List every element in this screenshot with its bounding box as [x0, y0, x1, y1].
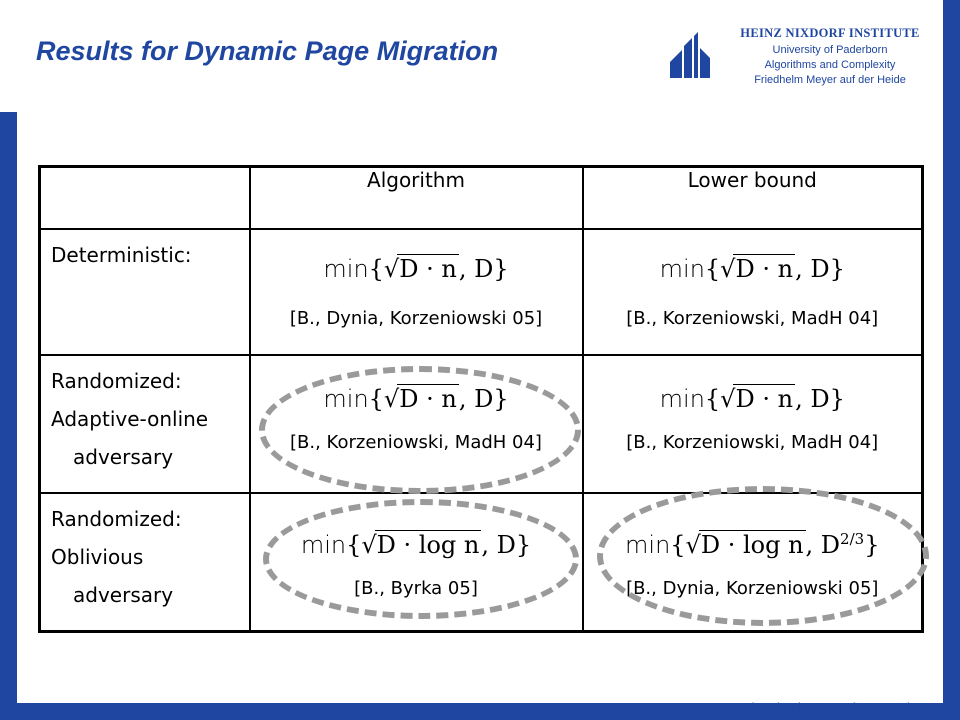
header-empty-cell	[40, 167, 250, 230]
algorithm-cell	[250, 229, 583, 355]
table-row	[40, 493, 923, 632]
bound-formula: min{√D · n, D}	[323, 385, 509, 413]
table-header-row	[40, 167, 923, 230]
table-row	[40, 229, 923, 355]
header-lower-bound: Lower bound	[583, 167, 923, 230]
row-label-line: Oblivious	[51, 545, 144, 569]
row-label-line: Randomized:	[51, 369, 182, 393]
institute-name: HEINZ NIXDORF INSTITUTE	[740, 26, 920, 40]
institute-group: Algorithms and Complexity	[764, 59, 896, 71]
institute-person: Friedhelm Meyer auf der Heide	[754, 74, 906, 86]
table-row	[40, 355, 923, 493]
institute-block	[715, 26, 945, 86]
citation: [B., Dynia, Korzeniowski 05]	[289, 308, 543, 329]
right-frame-bar	[943, 0, 960, 720]
institute-logo-icon	[668, 28, 712, 84]
citation: [B., Korzeniowski, MadH 04]	[626, 432, 879, 453]
row-label-line: Deterministic:	[51, 243, 192, 267]
lower-bound-cell	[583, 229, 923, 355]
institute-university: University of Paderborn	[772, 44, 888, 56]
lower-bound-cell	[583, 493, 923, 632]
bound-formula: min{√D · log n, $D^{2/3}$}	[625, 530, 880, 559]
bound-formula: min{√D · n, D}	[659, 385, 845, 413]
row-label-deterministic	[40, 229, 250, 355]
citation: [B., Byrka 05]	[354, 578, 478, 599]
left-frame-bar	[0, 112, 17, 720]
results-table	[38, 165, 924, 633]
row-label-oblivious	[40, 493, 250, 632]
page-number: 23	[930, 703, 945, 718]
row-label-adaptive	[40, 355, 250, 493]
bound-formula: min{√D · log n, D}	[300, 531, 532, 559]
lower-bound-cell	[583, 355, 923, 493]
top-white-band	[0, 0, 665, 17]
algorithm-cell	[250, 355, 583, 493]
row-label-line: Adaptive-online	[51, 407, 209, 431]
bound-formula: min{√D · n, D}	[323, 255, 509, 283]
bound-formula: min{√D · n, D}	[659, 255, 845, 283]
citation: [B., Dynia, Korzeniowski 05]	[626, 578, 879, 599]
citation: [B., Korzeniowski, MadH 04]	[626, 308, 879, 329]
row-label-line: adversary	[73, 445, 174, 469]
header-algorithm: Algorithm	[250, 167, 583, 230]
citation: [B., Korzeniowski, MadH 04]	[290, 432, 542, 453]
footer-title: Page Migration in Dynamic Networks	[706, 700, 920, 715]
row-label-line: Randomized:	[51, 507, 182, 531]
algorithm-cell	[250, 493, 583, 632]
slide-title: Results for Dynamic Page Migration	[36, 36, 499, 66]
row-label-line: adversary	[73, 583, 174, 607]
